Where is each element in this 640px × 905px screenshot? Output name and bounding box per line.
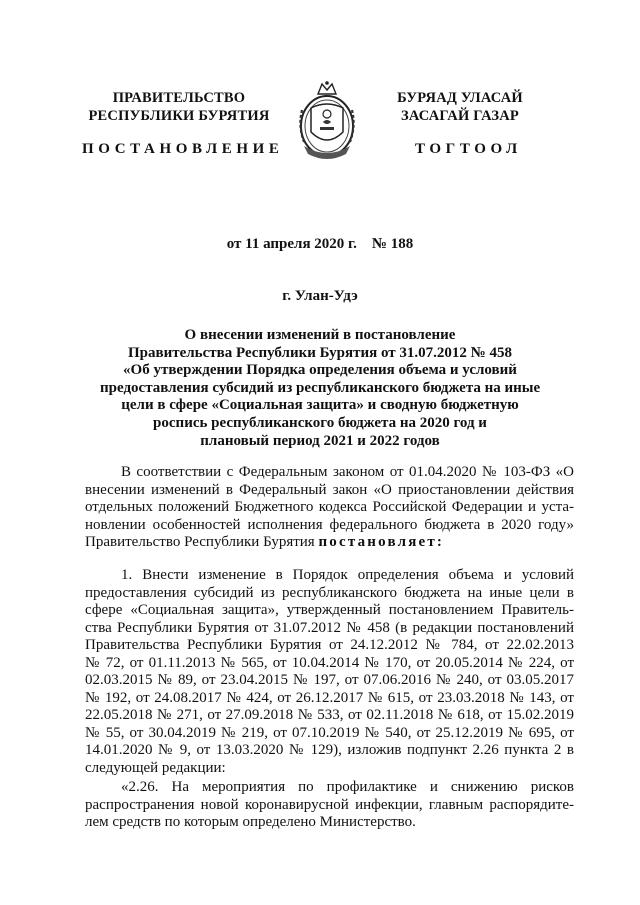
item-1-line: Правительства Республики Бурятия от 24.12.2012 № 784, от 22.02.2013	[85, 637, 574, 653]
issuer-line: РЕСПУБЛИКИ БУРЯТИЯ	[88, 108, 270, 124]
item-1-line: 1. Внести изменение в Порядок определения объема и условий	[121, 567, 574, 583]
resolves-word: постановляет:	[318, 534, 445, 550]
subitem-line: лем средств по которым определено Министерство.	[85, 814, 416, 830]
preamble-line: внесении изменений в Федеральный закон «О приостановлении действия	[85, 481, 574, 498]
item-1-line: 02.03.2015 № 89, от 23.04.2015 № 197, от 07.06.2016 № 240, от 03.05.2017	[85, 672, 574, 688]
issuer-line: ПРАВИТЕЛЬСТВО	[112, 90, 246, 106]
preamble-line: новлении особенностей исполнения федерального бюджета в 2020 году»	[85, 516, 574, 533]
document-title	[100, 327, 540, 450]
preamble-subject: Правительство Республики Бурятия	[85, 534, 319, 550]
preamble-paragraph	[85, 464, 574, 552]
subitem-line: «2.26. На мероприятия по профилактике и снижению рисков	[121, 779, 574, 795]
item-1-line: сфере «Социальная защита», утвержденный постановлением Правитель-	[85, 602, 574, 618]
title-line: цели в сфере «Социальная защита» и сводную бюджетную	[121, 397, 519, 414]
item-1-line: предоставления субсидий из республиканского бюджета на иные цели в	[85, 584, 574, 601]
title-line: Правительства Республики Бурятия от 31.07.2012 № 458	[127, 344, 512, 361]
city: г. Улан-Удэ	[282, 288, 358, 304]
preamble-final-line	[85, 534, 574, 552]
title-line: «Об утверждении Порядка определения объема и условий	[123, 362, 517, 379]
title-line: плановый период 2021 и 2022 годов	[200, 432, 440, 449]
issuer-line: ЗАСАГАЙ ГАЗАР	[401, 108, 519, 124]
doc-type-buryat: ТОГТООЛ	[415, 141, 522, 157]
item-1-line: № 72, от 01.11.2013 № 565, от 10.04.2014 № 170, от 20.05.2014 № 224, от	[85, 654, 574, 671]
doc-type-russian: ПОСТАНОВЛЕНИЕ	[82, 141, 284, 157]
date-number-text: от 11 апреля 2020 г. № 188	[226, 236, 414, 252]
item-1-line: 22.05.2018 № 271, от 27.09.2018 № 533, от 02.11.2018 № 618, от 15.02.2019	[85, 707, 574, 723]
item-1-line: № 192, от 24.08.2017 № 424, от 26.12.2017 № 615, от 23.03.2018 № 143, от	[85, 689, 574, 706]
item-1-paragraph	[85, 567, 574, 777]
issuer-name-russian	[84, 89, 274, 125]
title-line: О внесении изменений в постановление	[184, 327, 456, 343]
subitem-2-26-paragraph	[85, 779, 574, 832]
coat-of-arms-emblem-icon	[296, 80, 358, 162]
issuer-name-buryat	[375, 89, 545, 125]
preamble-line: В соответствии с Федеральным законом от 01.04.2020 № 103-ФЗ «О	[121, 464, 574, 480]
date-and-number	[0, 236, 640, 253]
title-line: роспись республиканского бюджета на 2020 год и	[153, 414, 487, 431]
issuer-line: БУРЯАД УЛАСАЙ	[397, 90, 523, 106]
subitem-line: распространения новой коронавирусной инфекции, главным распорядите-	[85, 796, 574, 813]
item-1-line: следующей редакции:	[85, 759, 226, 776]
item-1-line: ства Республики Бурятия от 31.07.2012 № 458 (в редакции постановлений	[85, 619, 574, 636]
item-1-line: 14.01.2020 № 9, от 13.03.2020 № 129), изложив подпункт 2.26 пункта 2 в	[85, 742, 574, 758]
preamble-line: отдельных положений Бюджетного кодекса Российской Федерации и уста-	[85, 499, 574, 515]
title-line: предоставления субсидий из республиканского бюджета на иные	[100, 379, 541, 396]
item-1-line: № 55, от 30.04.2019 № 219, от 07.10.2019 № 540, от 25.12.2019 № 695, от	[85, 724, 574, 741]
